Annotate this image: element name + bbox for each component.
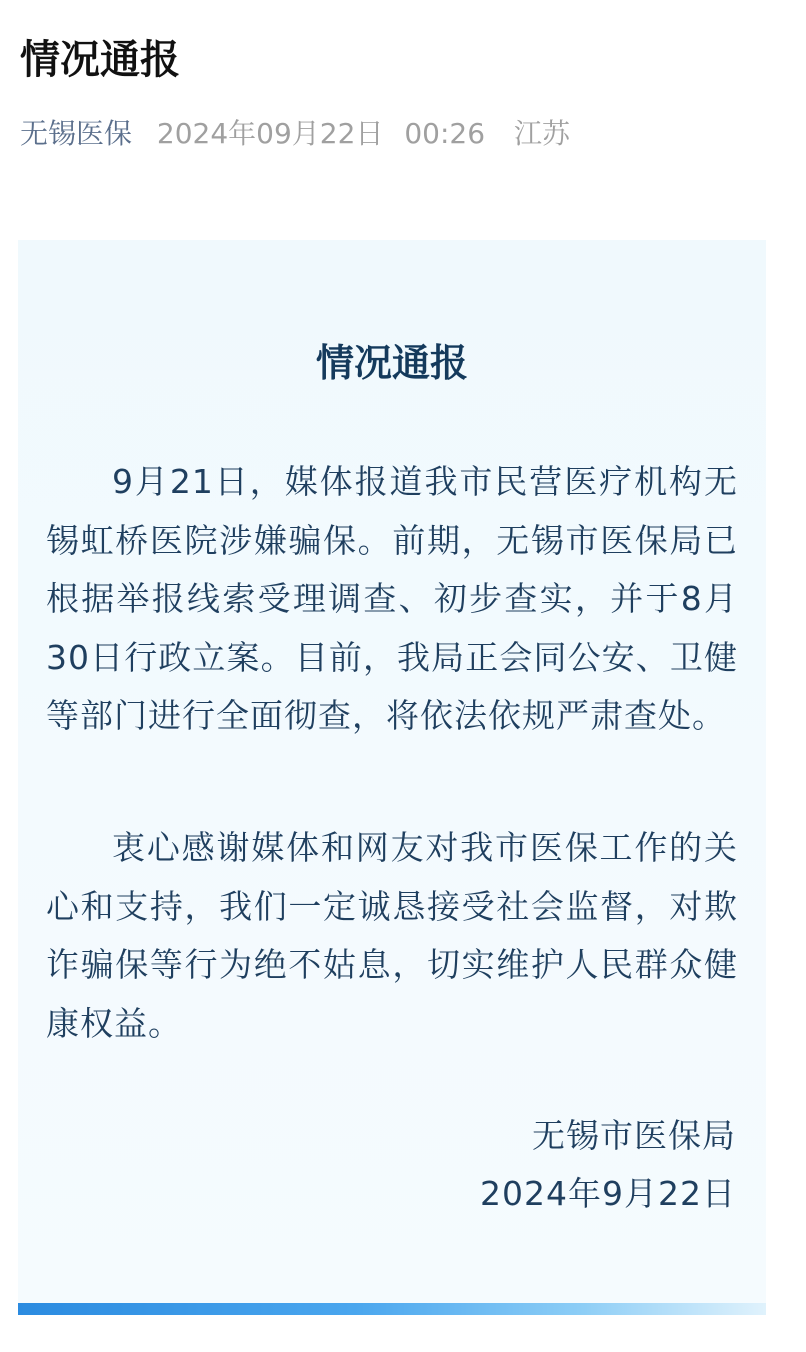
notice-paragraph-1: 9月21日，媒体报道我市民营医疗机构无锡虹桥医院涉嫌骗保。前期，无锡市医保局已根据举报线索受理调查、初步查实，并于8月30日行政立案。目前，我局正会同公安、卫健等部门进行全面彻查，将依法依规严肃查处。	[46, 462, 738, 735]
signature-organization: 无锡市医保局	[532, 1116, 736, 1155]
article-title: 情况通报	[20, 37, 180, 83]
decorative-gradient-bar	[18, 1303, 766, 1315]
notice-image[interactable]	[18, 240, 766, 1315]
publish-location: 江苏	[513, 117, 570, 150]
notice-paragraph-2: 衷心感谢媒体和网友对我市医保工作的关心和支持，我们一定诚恳接受社会监督，对欺诈骗保等行为绝不姑息，切实维护人民群众健康权益。	[46, 828, 738, 1043]
article-meta	[20, 114, 570, 154]
publish-date: 2024年09月22日	[156, 117, 384, 150]
publish-time: 00:26	[404, 117, 486, 150]
notice-title: 情况通报	[315, 341, 468, 385]
signature-date: 2024年9月22日	[480, 1174, 736, 1213]
account-name-link[interactable]: 无锡医保	[20, 117, 133, 150]
